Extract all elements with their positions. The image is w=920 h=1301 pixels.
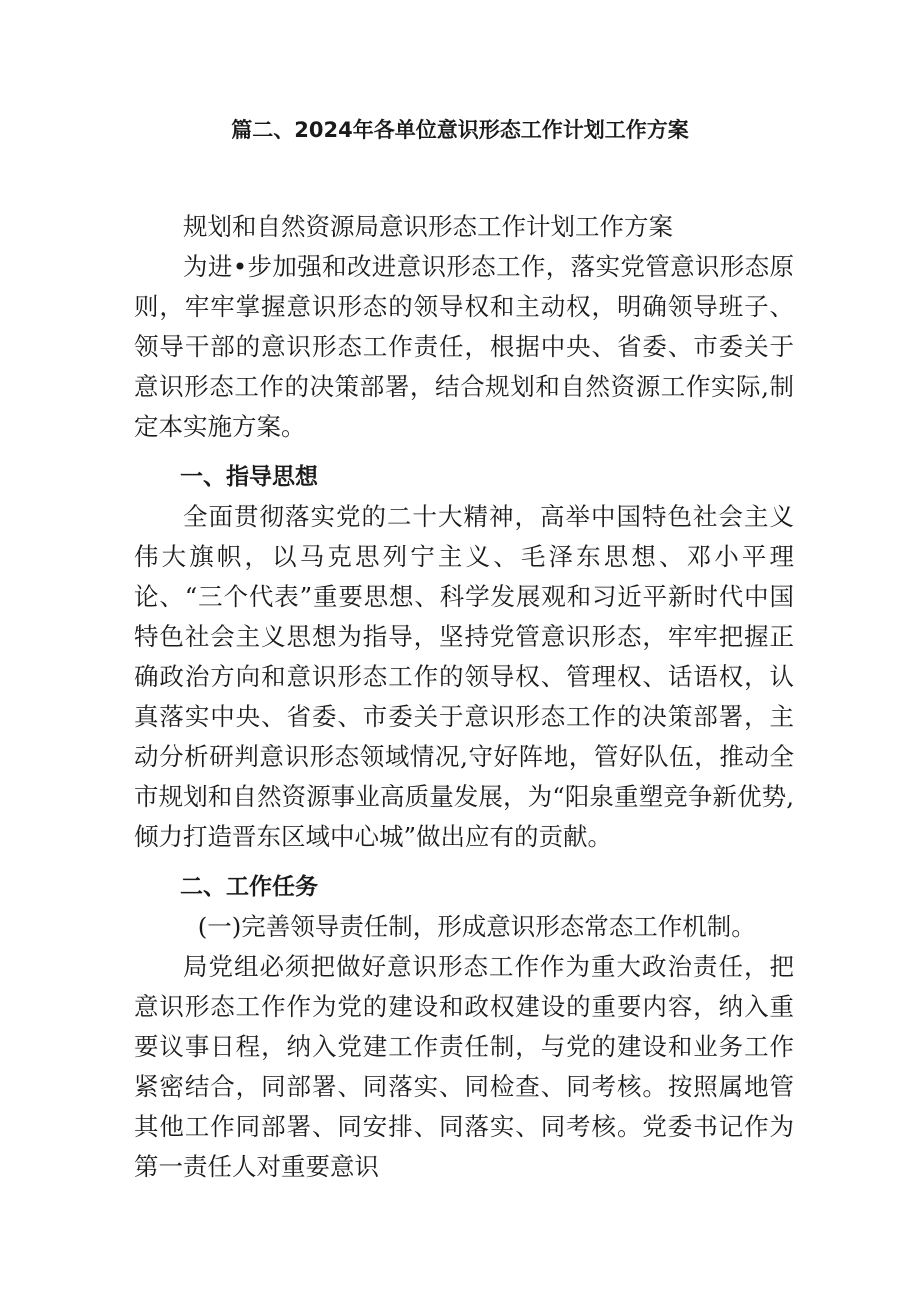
section-heading-guiding-ideology: 一、指导思想 [180,464,318,490]
subsection-heading-leadership: (一)完善领导责任制，形成意识形态常态工作机制。 [197,912,756,941]
section-heading-work-tasks: 二、工作任务 [180,874,318,900]
document-subtitle: 规划和自然资源局意识形态工作计划工作方案 [183,212,673,241]
paragraph-leadership: 局党组必须把做好意识形态工作作为重大政治责任，把意识形态工作作为党的建设和政权建设的重要内容，纳入重要议事日程，纳入党建工作责任制，与党的建设和业务工作紧密结合，同部署、同落实、同检查、同考核。按照属地管其他工作同部署、同安排、同落实、同考核。党委书记作为第一责任人对重要意识 [134,952,794,1181]
intro-paragraph: 为进•步加强和改进意识形态工作，落实党管意识形态原则，牢牢掌握意识形态的领导权和主动权，明确领导班子、领导干部的意识形态工作责任，根据中央、省委、市委关于意识形态工作的决策部署，结合规划和自然资源工作实际,制定本实施方案。 [134,252,794,441]
document-body [134,207,794,1187]
paragraph-guiding-ideology: 全面贯彻落实党的二十大精神，高举中国特色社会主义伟大旗帜，以马克思列宁主义、毛泽东思想、邓小平理论、“三个代表”重要思想、科学发展观和习近平新时代中国特色社会主义思想为指导，坚持党管意识形态，牢牢把握正确政治方向和意识形态工作的领导权、管理权、话语权，认真落实中央、省委、市委关于意识形态工作的决策部署，主动分析研判意识形态领域情况,守好阵地，管好队伍，推动全市规划和自然资源事业高质量发展，为“阳泉重塑竞争新优势,倾力打造晋东区域中心城”做出应有的贡献。 [134,502,794,851]
document-title: 篇二、2024年各单位意识形态工作计划工作方案 [231,118,689,142]
